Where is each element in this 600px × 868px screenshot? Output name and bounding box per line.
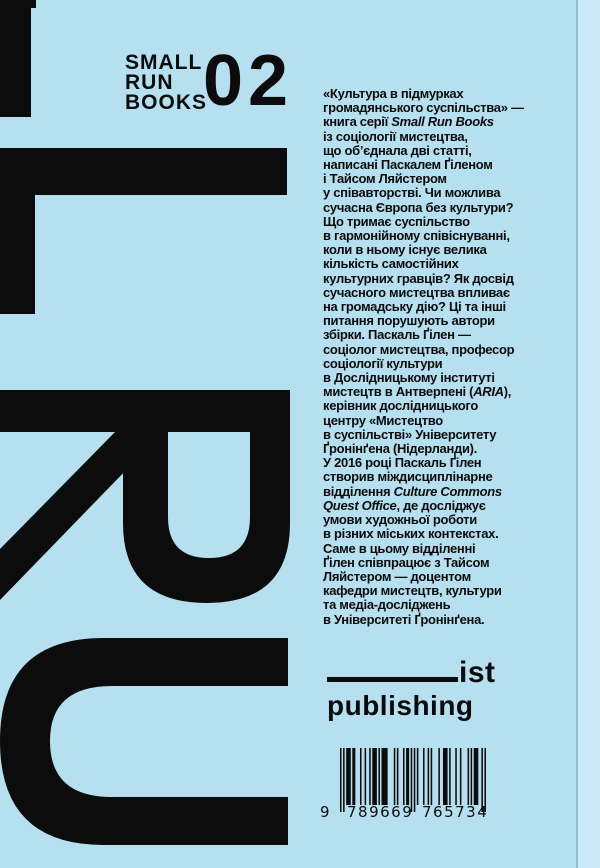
barcode-bar: [449, 748, 451, 805]
description-line: написані Паскалем Ґіленом: [323, 157, 493, 173]
giant-letter-l: [0, 148, 287, 314]
giant-letter-r-bowl: [123, 432, 290, 603]
series-name-line: BOOKS: [125, 91, 208, 114]
giant-letter-u: [0, 638, 288, 845]
series-name-line: RUN: [125, 71, 174, 94]
description-line: в гармонійному співіснуванні,: [323, 228, 510, 244]
description-line: кількість самостійних: [323, 256, 459, 272]
publisher-logo: [327, 658, 527, 733]
giant-letter-l-fragment: [0, 0, 36, 117]
description-line: збірки. Паскаль Ґілен —: [323, 327, 471, 343]
description-line: Quest Office, де досліджує: [323, 497, 486, 513]
barcode-bar: [474, 748, 479, 805]
series-badge: [125, 53, 207, 113]
barcode-digit-group: 765734: [422, 803, 489, 821]
description-line: керівник дослідницького: [323, 398, 479, 414]
barcode-bar: [423, 748, 425, 805]
description-line: книга серії Small Run Books: [323, 114, 494, 130]
barcode-bar: [397, 748, 399, 805]
barcode-bar: [460, 748, 462, 805]
description-line: із соціології мистецтва,: [323, 128, 468, 144]
giant-letter-r-stem: [0, 390, 290, 432]
description-line: Саме в цьому відділенні: [323, 540, 476, 556]
description-line: сучасна Європа без культури?: [323, 199, 514, 215]
description-line: кафедри мистецтв, культури: [323, 583, 502, 599]
description-line: «Культура в підмурках: [323, 86, 464, 101]
description-line: відділення Culture Commons: [323, 483, 502, 499]
description-line: культурних гравців? Як досвід: [323, 270, 514, 286]
barcode-bar: [372, 748, 377, 805]
barcode-bar: [438, 748, 440, 805]
description-line: Ґронінґена (Нідерланди).: [323, 441, 478, 457]
description-line: коли в ньому існує велика: [323, 242, 487, 258]
barcode-bar: [360, 748, 362, 805]
description-line: в Дослідницькому інституті: [323, 370, 495, 386]
barcode-bar: [378, 748, 380, 805]
barcode-bar: [471, 748, 473, 805]
description-line: що об’єднала дві статті,: [323, 142, 472, 158]
barcode-bar: [346, 748, 351, 805]
description-line: питання порушують автори: [323, 313, 495, 329]
publisher-logo-ist: ist: [459, 656, 496, 689]
barcode-bar: [343, 748, 345, 812]
barcode-bar: [403, 748, 405, 805]
description-line: створив міждисциплінарне: [323, 469, 493, 485]
description-text: [323, 87, 577, 627]
description-line: Ґілен співпрацює з Тайсом: [323, 554, 490, 570]
description-line: і Тайсом Ляйстером: [323, 171, 447, 187]
barcode-bar: [431, 748, 433, 805]
barcode-bar: [428, 748, 430, 805]
description-line: та медіа-досліджень: [323, 597, 451, 613]
barcode-digit-group: 9: [320, 803, 332, 821]
description-line: центру «Мистецтво: [323, 412, 443, 428]
barcode-bar: [443, 748, 448, 805]
description-line: громадянського суспільства» —: [323, 100, 524, 116]
barcode-bar: [394, 748, 396, 805]
barcode-bar: [365, 748, 367, 805]
barcode-bar: [340, 748, 342, 812]
description-line: мистецтв в Антверпені (ARIA),: [323, 384, 512, 400]
barcode-digit-group: 789669: [347, 803, 414, 821]
description-line: умови художньої роботи: [323, 512, 477, 528]
series-name-line: SMALL: [125, 51, 203, 74]
barcode-bar: [417, 748, 419, 805]
description-line: в різних міських контекстах.: [323, 526, 499, 542]
barcode-bar: [369, 748, 371, 805]
barcode-bar: [455, 748, 457, 805]
description-line: Ляйстером — доцентом: [323, 568, 471, 584]
description-line: Що тримає суспільство: [323, 213, 470, 229]
description-line: в Університеті Ґронінґена.: [323, 611, 485, 627]
description-line: сучасного мистецтва впливає: [323, 284, 510, 300]
description-line: на громадську дію? Ці та інші: [323, 299, 506, 315]
description-line: У 2016 році Паскаль Ґілен: [323, 455, 482, 471]
series-number: 02: [203, 41, 294, 121]
description-line: соціолог мистецтва, професор: [323, 341, 515, 357]
barcode-bar: [468, 748, 470, 805]
barcode-bar: [406, 748, 409, 805]
barcode-bar: [381, 748, 387, 805]
description-line: соціології культури: [323, 355, 443, 371]
barcode-bar: [414, 748, 416, 812]
publisher-logo-underscore: [327, 677, 458, 682]
barcode-bar: [352, 748, 355, 805]
description-line: у співавторстві. Чи можлива: [323, 185, 501, 201]
description-line: в суспільстві» Університету: [323, 426, 497, 442]
publisher-logo-publishing: publishing: [327, 690, 474, 721]
